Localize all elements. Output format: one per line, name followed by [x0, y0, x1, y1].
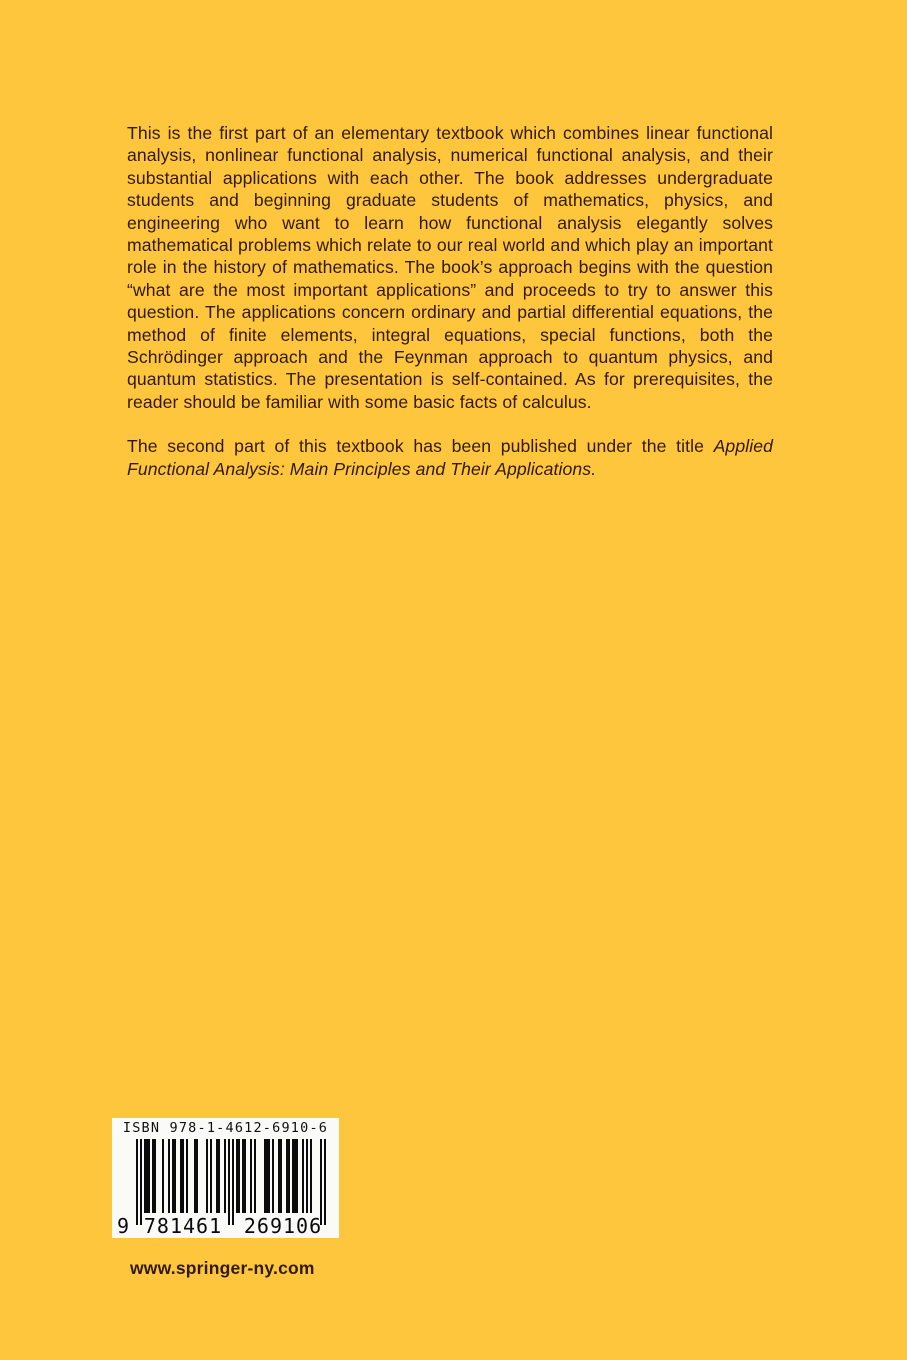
ean13-barcode — [136, 1139, 326, 1225]
publisher-website-url: www.springer-ny.com — [130, 1258, 315, 1278]
barcode-digits — [112, 1215, 339, 1237]
second-part-note — [127, 435, 773, 480]
back-cover-blurb — [127, 122, 773, 480]
isbn-barcode-box — [112, 1118, 339, 1238]
barcode-digits-group1: 781461 — [143, 1214, 223, 1238]
second-part-note-text: The second part of this textbook has been published under the title — [127, 436, 714, 457]
related-book-title: Applied Functional Analysis: Main Principles and Their Applications. — [127, 436, 773, 479]
isbn-label: ISBN 978-1-4612-6910-6 — [122, 1120, 329, 1136]
description-paragraph: This is the first part of an elementary textbook which combines linear functional analysis, nonlinear functional analysis, numerical functional analysis, and their substantial applications with each other. The book addresses undergraduate students and beginning graduate students of mathematics, physics, and engineering who want to learn how functional analysis elegantly solves mathematical problems which relate to our real world and which play an important role in the history of mathematics. The book’s approach begins with the question “what are the most important applications” and proceeds to try to answer this question. The applications concern ordinary and partial differential equations, the method of finite elements, integral equations, special functions, both the Schrödinger approach and the Feynman approach to quantum physics, and quantum statistics. The presentation is self-contained. As for prerequisites, the reader should be familiar with some basic facts of calculus. — [127, 123, 773, 412]
barcode-digits-group2: 269106 — [243, 1214, 323, 1238]
barcode-digit-leading: 9 — [117, 1214, 130, 1238]
